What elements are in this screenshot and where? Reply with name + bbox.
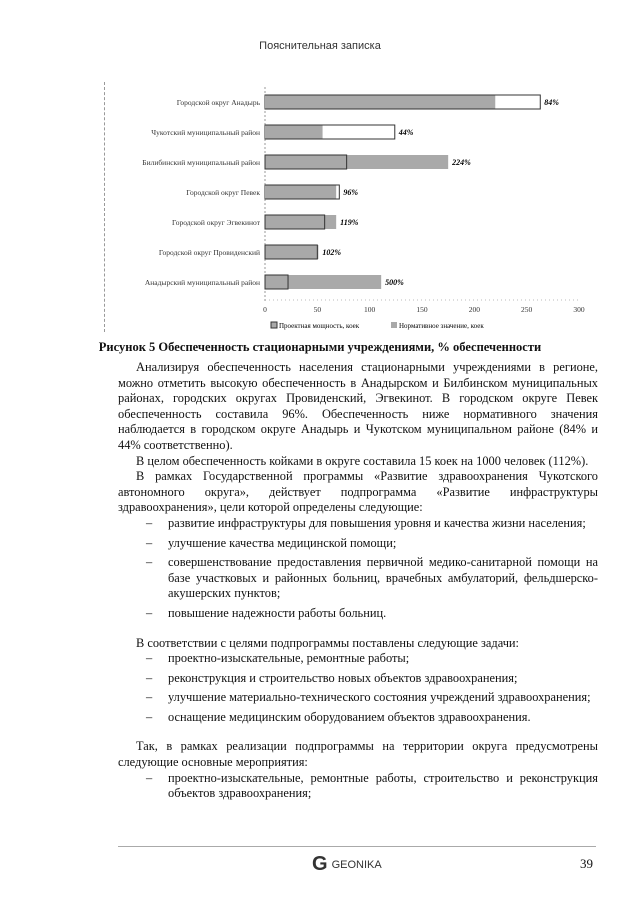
category-label: Городской округ Певек <box>186 188 260 197</box>
data-label: 44% <box>398 128 414 137</box>
x-tick-label: 250 <box>521 305 533 314</box>
x-tick-label: 300 <box>573 305 585 314</box>
tasks-list <box>118 651 598 725</box>
legend-swatch-capacity <box>271 322 277 328</box>
page-number: 39 <box>580 856 593 871</box>
x-tick-label: 0 <box>263 305 267 314</box>
data-label: 224% <box>452 158 471 167</box>
geonika-logo: G GEONIKA <box>312 853 382 875</box>
figure-caption: Рисунок 5 Обеспеченность стационарными учреждениями, % обеспеченности <box>98 340 542 354</box>
bar-chart <box>104 82 597 332</box>
bar-capacity <box>265 215 336 229</box>
footer-divider <box>118 846 596 847</box>
data-label: 102% <box>322 248 342 257</box>
logo-mark-icon: G <box>312 853 328 875</box>
x-tick-label: 100 <box>364 305 376 314</box>
bar-capacity <box>265 126 323 139</box>
data-label: 500% <box>385 278 404 287</box>
paragraph: В целом обеспеченность койками в округе составила 15 коек на 1000 человек (112%). <box>136 453 589 468</box>
list-item: – оснащение медицинским оборудованием объектов здравоохранения. <box>142 710 598 726</box>
bar-capacity <box>265 96 495 109</box>
bar-capacity <box>265 275 381 289</box>
category-label: Чукотский муниципальный район <box>151 128 260 137</box>
legend-capacity: Проектная мощность, коек <box>279 322 360 330</box>
category-label: Городской округ Анадырь <box>176 98 260 107</box>
list-item: – повышение надежности работы больниц. <box>142 606 598 622</box>
list-item: – проектно-изыскательные, ремонтные работы, строительство и реконструкция объектов здравоохранения; <box>142 771 598 802</box>
legend-swatch-normative <box>391 322 397 328</box>
paragraph: Анализируя обеспеченность населения стационарными учреждениями в регионе, можно отметить высокую обеспеченность в Анадырском и Билбинском муниципальных районах, городских округах Провиденский, Эгвекинот. В городском округе Певек обеспеченность составила 96%. Обеспеченность ниже нормативного значения наблюдается в городском округе Анадырь и Чукотском муниципальном районе (84% и 44% соответственно). <box>118 360 598 452</box>
legend-normative: Нормативное значение, коек <box>399 322 484 330</box>
list-item: – развитие инфраструктуры для повышения уровня и качества жизни населения; <box>142 516 598 532</box>
data-label: 84% <box>544 98 559 107</box>
bar-capacity <box>265 186 336 199</box>
paragraph: В соответствии с целями подпрограммы поставлены следующие задачи: <box>136 635 520 650</box>
measures-list <box>118 771 598 802</box>
x-tick-label: 150 <box>416 305 428 314</box>
paragraph: В рамках Государственной программы «Развитие здравоохранения Чукотского автономного округа», действует подпрограмма «Развитие инфраструктуры здравоохранения», цели которой определены следующие: <box>118 469 598 515</box>
bar-capacity <box>265 155 448 169</box>
category-label: Городской округ Провиденский <box>158 248 260 257</box>
data-label: 96% <box>343 188 358 197</box>
list-item: – улучшение качества медицинской помощи; <box>142 536 598 552</box>
paragraph: Так, в рамках реализации подпрограммы на территории округа предусмотрены следующие основные мероприятия: <box>118 739 598 770</box>
x-tick-label: 50 <box>313 305 322 314</box>
body-text <box>118 360 598 806</box>
bar-capacity <box>265 245 318 259</box>
list-item: – проектно-изыскательные, ремонтные работы; <box>142 651 598 667</box>
category-label: Городской округ Эгвекинот <box>172 218 260 227</box>
running-header: Пояснительная записка <box>259 40 381 52</box>
data-label: 119% <box>340 218 359 227</box>
goals-list <box>118 516 598 622</box>
chart-svg <box>105 82 597 332</box>
category-label: Анадырский муниципальный район <box>144 278 260 287</box>
list-item: – совершенствование предоставления первичной медико-санитарной помощи на базе участковых и районных больниц, врачебных амбулаторий, фельдшерско-акушерских пунктов; <box>142 555 598 602</box>
category-label: Билибинский муниципальный район <box>142 158 260 167</box>
list-item: – реконструкция и строительство новых объектов здравоохранения; <box>142 671 598 687</box>
list-item: – улучшение материально-технического состояния учреждений здравоохранения; <box>142 690 598 706</box>
x-tick-label: 200 <box>468 305 480 314</box>
